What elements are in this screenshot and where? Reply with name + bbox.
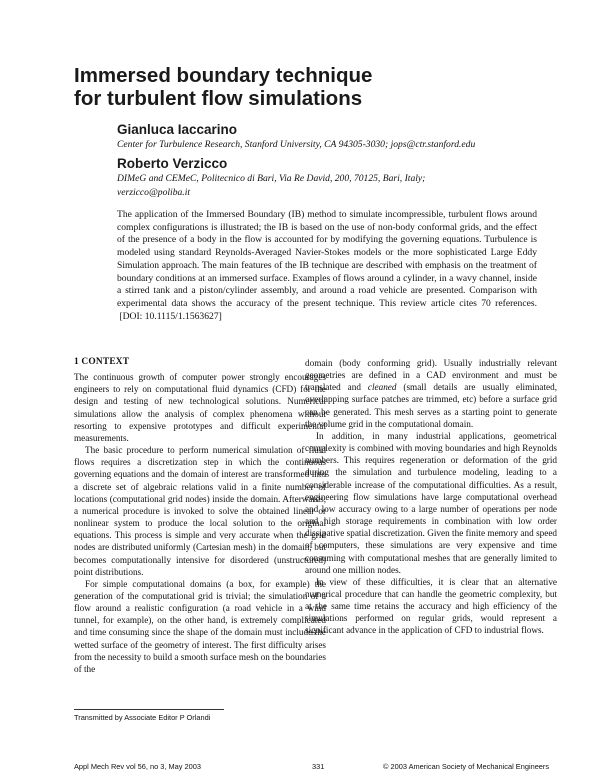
right-column [305,357,557,637]
paragraph: For simple computational domains (a box, for example) the generation of the computational grid is trivial; the simulation of a flow around a realistic configuration (a road vehicle in a wind tunnel, for example), on the other hand, is extremely complicated and time consuming since the shape of the domain must include the wetted surface of the geometry of interest. The first difficulty arises from the necessity to build a smooth surface mesh on the boundaries of the [74,578,326,674]
paragraph [305,357,557,430]
abstract-text: The application of the Immersed Boundary (IB) method to simulate incompressible, turbulent flows around complex configurations is illustrated; the IB is based on the use of non-body conformal grids, and the effect of the presence of a body in the flow is accounted for by modifying the governing equations. Turbulence is modeled using standard Reynolds-Averaged Navier-Stokes models or the more sophisticated Large Eddy Simulation approach. The main features of the IB technique are described with emphasis on the treatment of boundary conditions at an immersed surface. Examples of flows around a cylinder, in a wavy channel, inside a stirred tank and a piston/cylinder assembly, and around a road vehicle are presented. Comparison with experimental data shows the accuracy of the present technique. This review article cites 70 references. [117,209,537,309]
footer-journal: Appl Mech Rev vol 56, no 3, May 2003 [74,762,201,771]
title-line-1: Immersed boundary technique [74,64,373,87]
doi: [DOI: 10.1115/1.1563627] [119,310,222,322]
emphasis-cleaned: cleaned [367,382,397,393]
paragraph: In addition, in many industrial applications, geometrical complexity is combined with moving boundaries and high Reynolds numbers. This requires regeneration or deformation of the grid during the simulation and turbulence modeling, leading to a considerable increase of the computational difficulties. As a result, engineering flow simulations have large computational overhead and low accuracy owing to a large number of operations per node and high storage requirements in combination with low order dissipative spatial discretization. Given the finite memory and speed of computers, these simulations are very expensive and time consuming with computational meshes that are generally limited to around one million nodes. [305,430,557,575]
section-heading: 1 CONTEXT [74,357,130,367]
paragraph-text: domain (body conforming grid). Usually industrially relevant geometries are defined in a CAD environment and must be translated and [305,358,557,393]
footer-copyright: © 2003 American Society of Mechanical Engineers [383,762,550,771]
author-name-2: Roberto Verzicco [117,156,228,171]
paragraph-text: (small details are usually eliminated, overlapping surface patches are trimmed, etc) before a surface grid can be generated. This mesh serves as a starting point to generate the volume grid in the computational domain. [305,382,557,429]
abstract [117,209,537,323]
left-column [74,356,326,675]
article-title [74,64,534,110]
paragraph: In view of these difficulties, it is clear that an alternative numerical procedure that can handle the geometric complexity, but at the same time retains the accuracy and high efficiency of the simulations performed on regular grids, would represent a significant advance in the application of CFD to industrial flows. [305,576,557,636]
title-line-2: for turbulent flow simulations [74,87,363,110]
affiliation-2-line-1: DIMeG and CEMeC, Politecnico di Bari, Via Re David, 200, 70125, Bari, Italy; [117,173,426,184]
paragraph: The basic procedure to perform numerical simulation of fluid flows requires a discretization step in which the continuous governing equations and the domain of interest are transformed into a discrete set of algebraic relations valid in a finite number of locations (computational grid nodes) inside the domain. Afterwards, a numerical procedure is invoked to solve the obtained linear or nonlinear system to produce the local solution to the original equations. This process is simple and very accurate when the grid nodes are distributed uniformly (Cartesian mesh) in the domain, but becomes computationally intensive for disordered (unstructured) point distributions. [74,445,326,577]
footnote: Transmitted by Associate Editor P Orlandi [74,713,211,722]
author-affiliation-2 [117,172,557,200]
author-name-1: Gianluca Iaccarino [117,122,238,137]
author-affiliation-1: Center for Turbulence Research, Stanford University, CA 94305-3030; jops@ctr.stanford.edu [117,139,476,150]
paragraph: The continuous growth of computer power strongly encourages engineers to rely on computational fluid dynamics (CFD) for the design and testing of new technological solutions. Numerical simulations allow the analysis of complex phenomena without resorting to expensive prototypes and difficult experimental measurements. [74,372,326,443]
footnote-rule [74,709,224,710]
footer-page-number: 331 [312,762,325,771]
affiliation-2-email: verzicco@poliba.it [117,187,191,198]
